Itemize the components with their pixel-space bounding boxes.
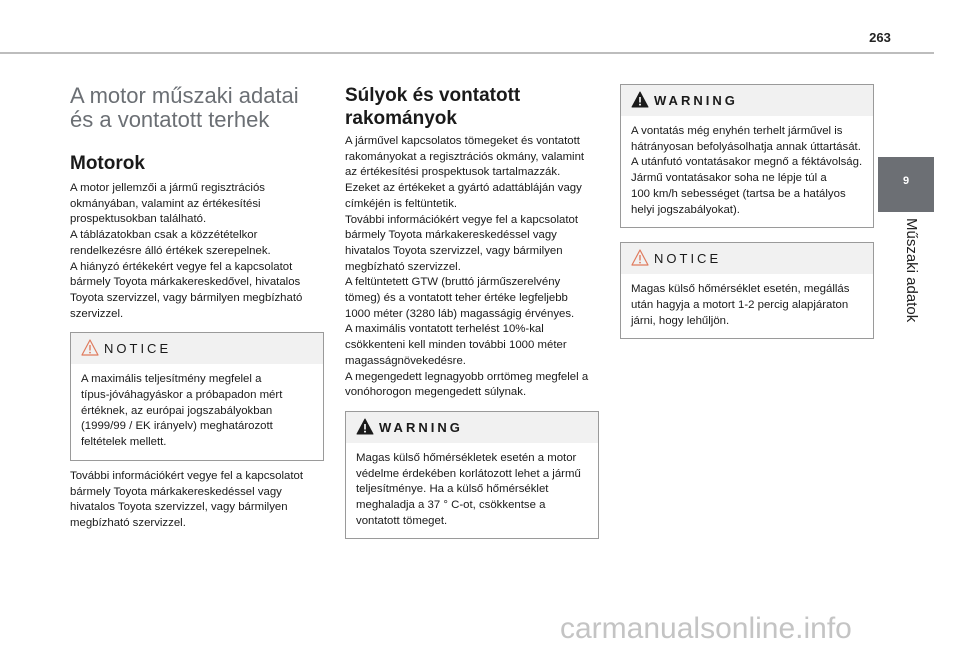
warning-text: Magas külső hőmérsékletek esetén a motor védelme érdekében korlátozott lehet a jármű teljesítménye. Ha a külső hőmérséklet meghaladja a 37 ° C-ot, csökkentse a vontatott tömeget. xyxy=(356,451,581,527)
column-1 xyxy=(70,84,324,532)
caution-triangle-icon xyxy=(631,249,649,266)
warning-box xyxy=(345,411,599,540)
notice-box xyxy=(70,332,324,461)
warning-triangle-icon xyxy=(631,91,649,108)
notice-box xyxy=(620,242,874,339)
header-rule xyxy=(0,52,934,54)
notice-header xyxy=(71,333,323,364)
watermark: carmanualsonline.info xyxy=(560,612,852,645)
warning-header xyxy=(346,412,598,443)
warning-text: A vontatás még enyhén terhelt járművel is hátrányosan befolyásolhatja annak úttartását. A utánfutó vontatásakor megnő a féktávolság. Jármű vontatásakor soha ne lépje túl a 100 km/h sebességet (tartsa be a hatályos helyi jogszabályokat). xyxy=(631,125,863,216)
notice-label: NOTICE xyxy=(654,251,722,267)
caution-triangle-icon xyxy=(81,339,99,356)
warning-box xyxy=(620,84,874,228)
engines-paragraph: A motor jellemzői a jármű regisztrációs okmányában, valamint az értékesítési prospektusokban található. A táblázatokban csak a közzétételkor rendelkezésre álló értékek szerepelnek. A hiányzó értékekért vegye fel a kapcsolatot bármely Toyota márkakereskedővel, hivatalos Toyota szervizzel, vagy bármilyen megbízható szervizzel. xyxy=(70,182,303,320)
notice-label: NOTICE xyxy=(104,341,172,357)
warning-header xyxy=(621,85,873,116)
notice-header xyxy=(621,243,873,274)
warning-label: WARNING xyxy=(379,419,463,435)
chapter-title: Műszaki adatok xyxy=(903,218,920,323)
chapter-tab[interactable] xyxy=(878,157,934,212)
warning-label: WARNING xyxy=(654,93,738,108)
column-2 xyxy=(345,84,599,539)
heading-engines: Motorok xyxy=(70,153,145,174)
notice-text: A maximális teljesítmény megfelel a típus-jóváhagyáskor a próbapadon mért értéknek, az európai jogszabályokban (1999/99 / EK irányelv) meghatározott feltételek mellett. xyxy=(81,373,283,449)
contact-paragraph: További információkért vegye fel a kapcsolatot bármely Toyota márkakereskedéssel vagy hivatalos Toyota szervizzel, vagy bármilyen megbízható szervizzel. xyxy=(70,469,303,529)
section-title: A motor műszaki adatai és a vontatott terhek xyxy=(70,83,299,132)
weights-paragraph: A járművel kapcsolatos tömegeket és vontatott rakományokat a regisztrációs okmány, valamint az értékesítési prospektusok tartalmazzák. Ezeket az értékeket a gyártó adattábláján vagy címkéjén is feltüntetik. További információkért vegye fel a kapcsolatot bármely Toyota márkakereskedéssel vagy hivatalos Toyota szervizzel, vagy bármilyen megbízható szervizzel. A feltüntetett GTW (bruttó járműszerelvény tömeg) és a vontatott teher értéke legfeljebb 1000 méter (3280 láb) magasságig érvényes. A maximális vontatott terhelést 10%-kal csökkenteni kell minden további 1000 méter magasságnövekedésre. A megengedett legnagyobb orrtömeg megfelel a vonóhorogon megengedett súlynak. xyxy=(345,135,589,399)
heading-weights: Súlyok és vontatott rakományok xyxy=(345,85,521,129)
page-number: 263 xyxy=(869,30,891,45)
warning-triangle-icon xyxy=(356,418,374,435)
notice-text: Magas külső hőmérséklet esetén, megállás után hagyja a motort 1-2 percig alapjáraton járni, hogy lehűljön. xyxy=(631,283,850,327)
column-3 xyxy=(620,84,874,339)
chapter-number: 9 xyxy=(902,175,910,187)
